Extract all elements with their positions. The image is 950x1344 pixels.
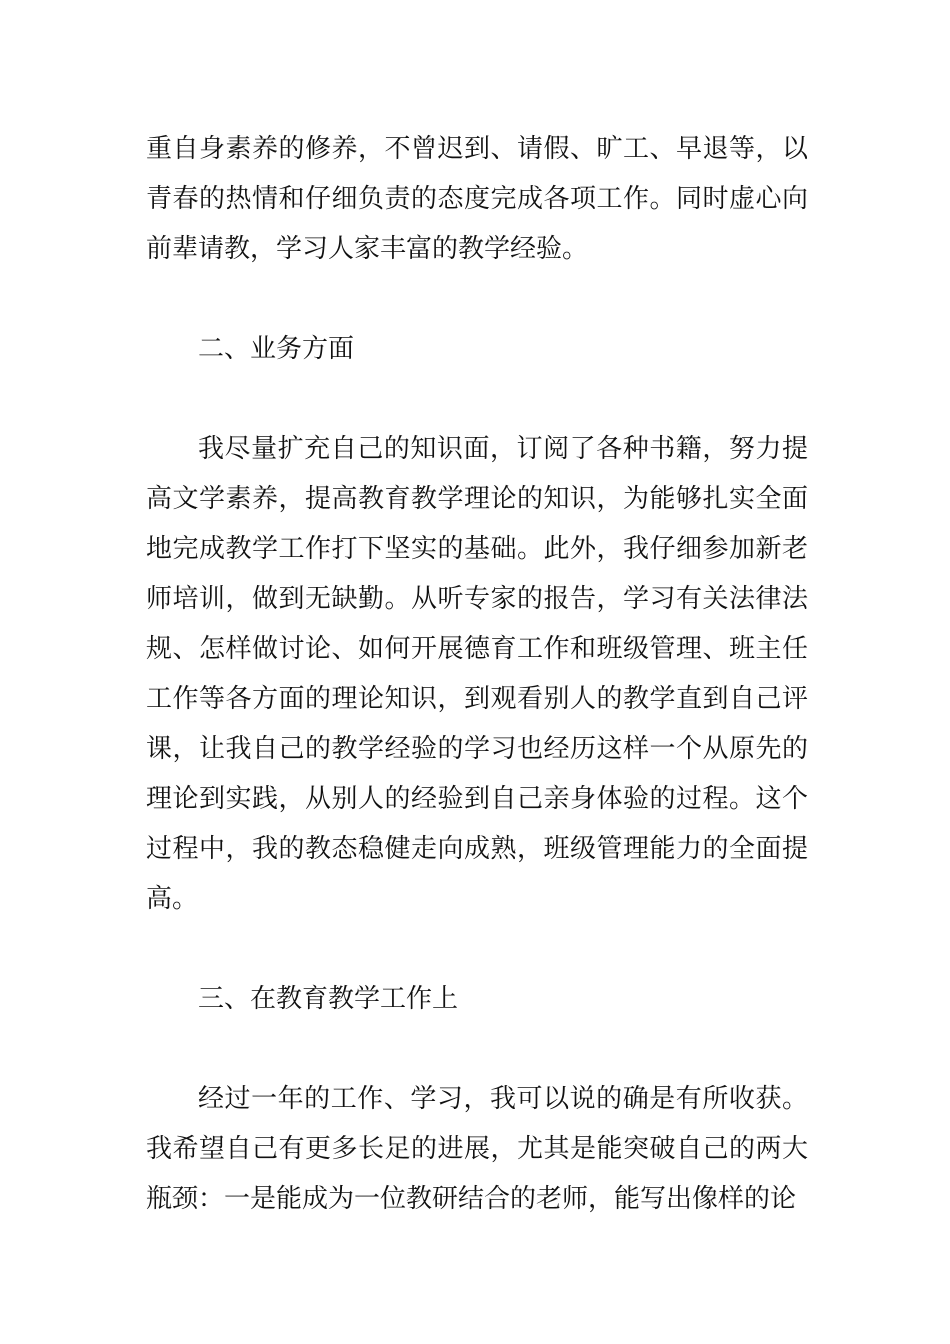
paragraph-teaching: 经过一年的工作、学习，我可以说的确是有所收获。我希望自己有更多长足的进展，尤其是能突破自己的两大瓶颈：一是能成为一位教研结合的老师，能写出像样的论: [146, 1084, 808, 1214]
paragraph-continued: 重自身素养的修养，不曾迟到、请假、旷工、早退等，以青春的热情和仔细负责的态度完成各项工作。同时虚心向前辈请教，学习人家丰富的教学经验。: [146, 134, 808, 264]
document-body: [146, 124, 808, 1224]
paragraph-spacer: [146, 924, 808, 974]
section-heading-teaching: 三、在教育教学工作上: [198, 984, 459, 1014]
paragraph-spacer: [146, 1024, 808, 1074]
paragraph-spacer: [146, 274, 808, 324]
paragraph-spacer: [146, 374, 808, 424]
section-heading-business: 二、业务方面: [198, 334, 355, 364]
paragraph-business: 我尽量扩充自己的知识面，订阅了各种书籍，努力提高文学素养，提高教育教学理论的知识，为能够扎实全面地完成教学工作打下坚实的基础。此外，我仔细参加新老师培训，做到无缺勤。从听专家的报告，学习有关法律法规、怎样做讨论、如何开展德育工作和班级管理、班主任工作等各方面的理论知识，到观看别人的教学直到自己评课，让我自己的教学经验的学习也经历这样一个从原先的理论到实践，从别人的经验到自己亲身体验的过程。这个过程中，我的教态稳健走向成熟，班级管理能力的全面提高。: [146, 434, 808, 914]
